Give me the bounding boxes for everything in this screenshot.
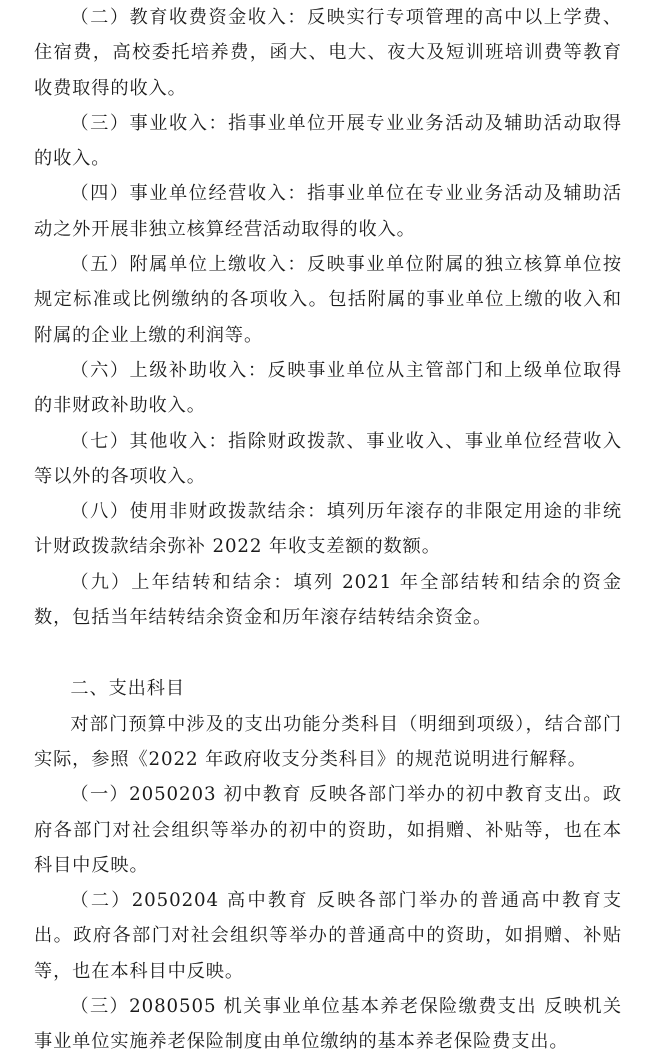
paragraph-non-fiscal-balance: （八）使用非财政拨款结余：填列历年滚存的非限定用途的非统计财政拨款结余弥补 2022 年收支差额的数额。 (34, 501, 622, 558)
paragraph-expense-intro: 对部门预算中涉及的支出功能分类科目（明细到项级），结合部门实际，参照《2022 年政府收支分类科目》的规范说明进行解释。 (34, 713, 622, 770)
section-heading-expense: 二、支出科目 (70, 678, 185, 700)
paragraph-education-fee-income: （二）教育收费资金收入：反映实行专项管理的高中以上学费、住宿费，高校委托培养费，函大、电大、夜大及短训班培训费等教育收费取得的收入。 (34, 7, 622, 99)
paragraph-senior-high-education: （二）2050204 高中教育 反映各部门举办的普通高中教育支出。政府各部门对社会组织等举办的普通高中的资助，如捐赠、补贴等，也在本科目中反映。 (34, 890, 622, 982)
paragraph-prior-year-carryover: （九）上年结转和结余：填列 2021 年全部结转和结余的资金数，包括当年结转结余资金和历年滚存结转结余资金。 (34, 571, 622, 629)
paragraph-affiliated-unit-income: （五）附属单位上缴收入：反映事业单位附属的独立核算单位按规定标准或比例缴纳的各项收入。包括附属的事业单位上缴的收入和附属的企业上缴的利润等。 (34, 254, 622, 346)
paragraph-pension-insurance: （三）2080505 机关事业单位基本养老保险缴费支出 反映机关事业单位实施养老保险制度由单位缴纳的基本养老保险费支出。 (34, 996, 622, 1053)
paragraph-business-income: （三）事业收入：指事业单位开展专业业务活动及辅助活动取得的收入。 (34, 112, 622, 170)
paragraph-superior-subsidy-income: （六）上级补助收入：反映事业单位从主管部门和上级单位取得的非财政补助收入。 (34, 359, 622, 417)
paragraph-junior-high-education: （一）2050203 初中教育 反映各部门举办的初中教育支出。政府各部门对社会组织等举办的初中的资助，如捐赠、补贴等，也在本科目中反映。 (34, 784, 622, 876)
paragraph-other-income: （七）其他收入：指除财政拨款、事业收入、事业单位经营收入等以外的各项收入。 (34, 430, 622, 487)
blank-line (34, 635, 622, 671)
document-page (34, 0, 622, 1060)
paragraph-operating-income: （四）事业单位经营收入：指事业单位在专业业务活动及辅助活动之外开展非独立核算经营活动取得的收入。 (34, 183, 622, 240)
